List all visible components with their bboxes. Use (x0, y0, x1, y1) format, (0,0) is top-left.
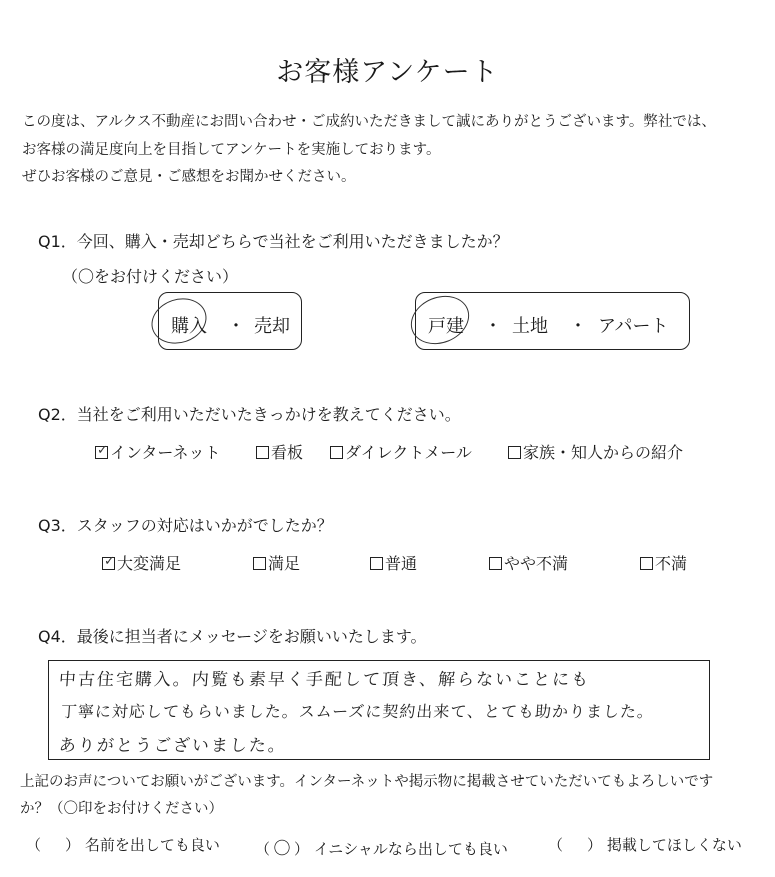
close-paren: ） (65, 836, 81, 854)
q3-question: Q3．スタッフの対応はいかがでしたか？ (38, 516, 333, 535)
checkbox[interactable] (640, 557, 653, 570)
q3-option-average[interactable]: 普通 (370, 551, 417, 574)
intro-line: この度は、アルクス不動産にお問い合わせ・ご成約いただきまして誠にありがとうございます。弊社では、 (22, 114, 716, 130)
separator: ・ (227, 316, 245, 337)
checkbox[interactable] (95, 443, 108, 459)
message-box[interactable] (48, 660, 710, 760)
q4-question: Q4．最後に担当者にメッセージをお願いいたします。 (38, 627, 427, 646)
q2-option-direct-mail[interactable]: ダイレクトメール (330, 440, 472, 463)
option-land[interactable]: 土地 (512, 316, 548, 337)
check-mark-icon: ✓ (97, 443, 108, 458)
intro-line: ぜひお客様のご意見・ご感想をお聞かせください。 (22, 169, 356, 185)
q1-instruction: （〇をお付けください） (62, 267, 239, 286)
checkbox[interactable] (508, 446, 521, 459)
message-line: 丁寧に対応してもらいました。スムーズに契約出来て、とても助かりました。 (60, 702, 655, 721)
q2-option-referral[interactable]: 家族・知人からの紹介 (508, 440, 683, 463)
consent-text: か？（〇印をお付けください） (20, 801, 223, 817)
consent-option-initials[interactable]: （ 〇 ） イニシャルなら出しても良い (255, 834, 508, 859)
close-paren: ） (294, 840, 310, 858)
option-apartment[interactable]: アパート (598, 316, 669, 337)
consent-option-no-publish[interactable]: （ ） 掲載してほしくない (548, 836, 742, 854)
q2-question: Q2．当社をご利用いただいたきっかけを教えてください。 (38, 405, 461, 424)
q3-option-dissatisfied[interactable]: 不満 (640, 551, 687, 574)
checkbox[interactable] (330, 446, 343, 459)
option-detached-house[interactable]: 戸建 (428, 316, 464, 337)
checkbox[interactable] (253, 557, 266, 570)
consent-text: 上記のお声についてお願いがございます。インターネットや掲示物に掲載させていただいてもよろしいです (20, 774, 714, 790)
checkbox[interactable] (256, 446, 269, 459)
check-mark-icon: ✓ (104, 554, 115, 569)
q1-choice-box-property[interactable] (415, 292, 690, 350)
q2-option-signboard[interactable]: 看板 (256, 440, 303, 463)
answer-mark[interactable]: 〇 (273, 839, 291, 859)
checkbox[interactable] (370, 557, 383, 570)
open-paren: （ (548, 836, 564, 854)
intro-line: お客様の満足度向上を目指してアンケートを実施しております。 (22, 142, 441, 158)
open-paren: （ (255, 840, 271, 858)
checkbox[interactable] (102, 554, 115, 570)
consent-option-name[interactable]: （ ） 名前を出しても良い (26, 836, 220, 854)
q2-option-internet[interactable]: ✓ インターネット (97, 443, 221, 462)
option-purchase[interactable]: 購入 (171, 316, 207, 337)
separator: ・ (569, 316, 587, 337)
q3-option-slightly-dissatisfied[interactable]: やや不満 (489, 551, 568, 574)
separator: ・ (484, 316, 502, 337)
option-sale[interactable]: 売却 (254, 316, 290, 337)
message-line: ありがとうございました。 (58, 736, 288, 756)
message-line: 中古住宅購入。内覧も素早く手配して頂き、解らないことにも (58, 670, 591, 690)
q3-option-very-satisfied[interactable]: ✓ 大変満足 (104, 554, 182, 573)
q1-choice-box-type[interactable] (158, 292, 302, 350)
open-paren: （ (26, 836, 42, 854)
q1-question: Q1．今回、購入・売却どちらで当社をご利用いただきましたか？ (38, 232, 509, 251)
q3-option-satisfied[interactable]: 満足 (253, 551, 300, 574)
checkbox[interactable] (489, 557, 502, 570)
page-title: お客様アンケート (276, 57, 499, 88)
close-paren: ） (587, 836, 603, 854)
